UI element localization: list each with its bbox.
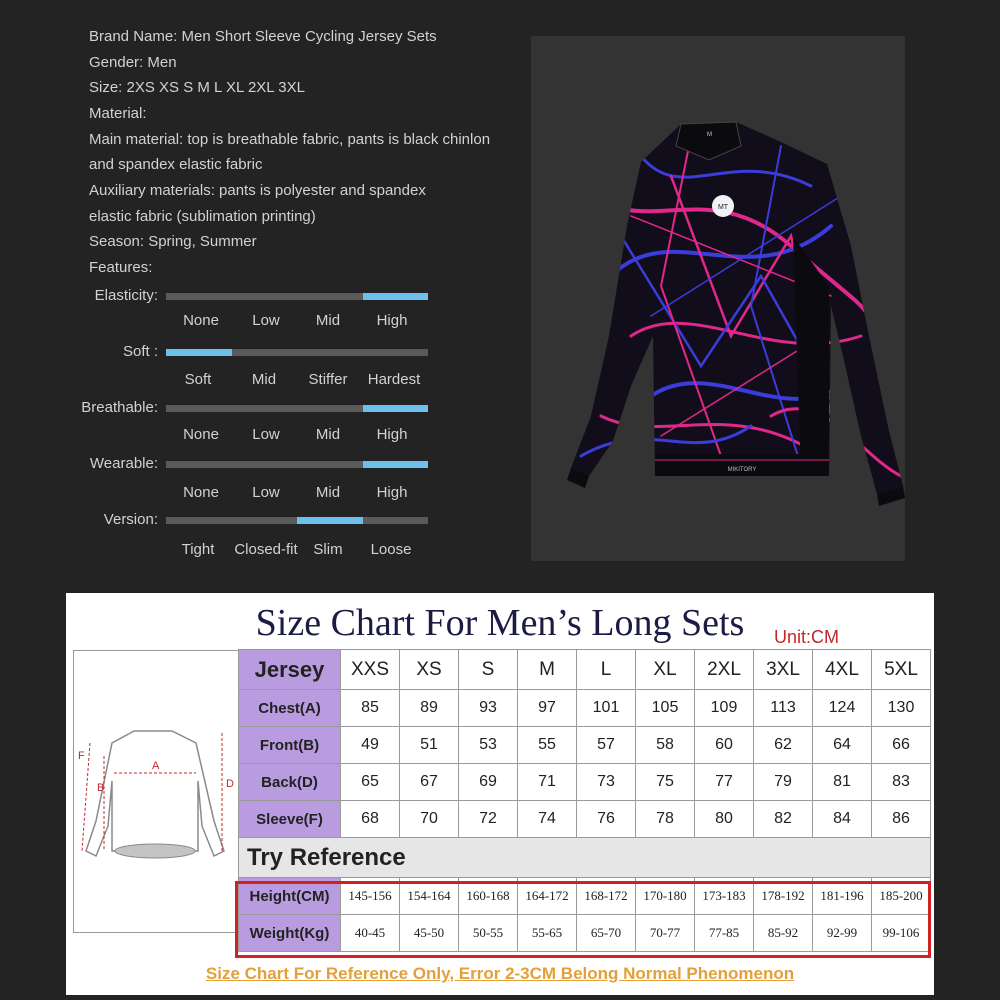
value-cell: 80 (695, 801, 754, 838)
row-label: Weight(Kg) (239, 915, 341, 952)
value-cell: 66 (872, 727, 931, 764)
feature-label: Breathable: (81, 399, 158, 416)
feature-tick: Low (252, 426, 280, 443)
value-cell: 40-45 (341, 915, 400, 952)
value-cell: 93 (459, 690, 518, 727)
value-cell: 185-200 (872, 878, 931, 915)
table-row (239, 801, 931, 838)
value-cell: 74 (518, 801, 577, 838)
size-cell: 2XL (695, 650, 754, 690)
feature-bar-fill (363, 405, 429, 412)
feature-tick: Hardest (367, 371, 421, 388)
feature-label: Wearable: (89, 455, 158, 472)
value-cell: 86 (872, 801, 931, 838)
feature-tick: Closed-fit (234, 541, 298, 558)
feature-tick: Soft (184, 371, 212, 388)
season: Season: Spring, Summer (89, 233, 257, 250)
jersey-outline-diagram (74, 651, 238, 932)
feature-tick: Low (252, 484, 280, 501)
size-cell: XL (636, 650, 695, 690)
jersey-body (571, 122, 903, 494)
value-cell: 178-192 (754, 878, 813, 915)
jersey-photo (531, 36, 905, 561)
size-chart-title: Size Chart For Men’s Long Sets (255, 602, 745, 644)
diagram-letter-d: D (226, 778, 234, 790)
size-cell: M (518, 650, 577, 690)
feature-bar (166, 405, 428, 412)
gender: Gender: Men (89, 54, 177, 71)
value-cell: 62 (754, 727, 813, 764)
value-cell: 84 (813, 801, 872, 838)
unit-label: Unit:CM (774, 627, 840, 647)
value-cell: 170-180 (636, 878, 695, 915)
value-cell: 81 (813, 764, 872, 801)
feature-bar (166, 517, 428, 524)
size-cell: S (459, 650, 518, 690)
jersey-illustration (531, 36, 905, 561)
row-label: Chest(A) (239, 690, 341, 727)
row-label: Sleeve(F) (239, 801, 341, 838)
value-cell: 69 (459, 764, 518, 801)
feature-tick: High (376, 426, 408, 443)
value-cell: 64 (813, 727, 872, 764)
feature-tick: Mid (251, 371, 277, 388)
value-cell: 145-156 (341, 878, 400, 915)
value-cell: 164-172 (518, 878, 577, 915)
value-cell: 85 (341, 690, 400, 727)
feature-tick: High (376, 484, 408, 501)
jersey-outline (86, 731, 224, 856)
size-cell: 5XL (872, 650, 931, 690)
diagram-letter-b: B (97, 782, 105, 794)
table-row (239, 764, 931, 801)
value-cell: 53 (459, 727, 518, 764)
value-cell: 77-85 (695, 915, 754, 952)
value-cell: 83 (872, 764, 931, 801)
diagram-letter-f: F (78, 750, 85, 762)
feature-bar-fill (363, 461, 429, 468)
value-cell: 68 (341, 801, 400, 838)
feature-tick: None (183, 484, 219, 501)
value-cell: 105 (636, 690, 695, 727)
table-row (239, 878, 931, 915)
value-cell: 181-196 (813, 878, 872, 915)
value-cell: 55-65 (518, 915, 577, 952)
row-label: Front(B) (239, 727, 341, 764)
features-heading: Features: (89, 259, 153, 276)
feature-tick: Mid (315, 484, 341, 501)
value-cell: 154-164 (400, 878, 459, 915)
value-cell: 60 (695, 727, 754, 764)
value-cell: 70-77 (636, 915, 695, 952)
feature-tick: None (183, 312, 219, 329)
value-cell: 85-92 (754, 915, 813, 952)
feature-tick: Low (252, 312, 280, 329)
value-cell: 99-106 (872, 915, 931, 952)
feature-tick: Mid (315, 312, 341, 329)
feature-tick: High (376, 312, 408, 329)
size-chart-footnote: Size Chart For Reference Only, Error 2-3CM Belong Normal Phenomenon (205, 964, 795, 983)
feature-tick: Slim (313, 541, 343, 558)
value-cell: 57 (577, 727, 636, 764)
value-cell: 73 (577, 764, 636, 801)
size-chart (66, 593, 934, 995)
aux-material-line2: elastic fabric (sublimation printing) (89, 208, 316, 225)
value-cell: 130 (872, 690, 931, 727)
value-cell: 92-99 (813, 915, 872, 952)
value-cell: 113 (754, 690, 813, 727)
size-cell: 4XL (813, 650, 872, 690)
feature-label: Elasticity: (94, 287, 158, 304)
value-cell: 75 (636, 764, 695, 801)
feature-tick: Tight (181, 541, 215, 558)
feature-label: Version: (103, 511, 158, 528)
hem-shape (115, 844, 195, 858)
size-table (238, 649, 931, 952)
value-cell: 78 (636, 801, 695, 838)
value-cell: 77 (695, 764, 754, 801)
hem-text: MIKITORY (727, 467, 757, 473)
value-cell: 101 (577, 690, 636, 727)
value-cell: 76 (577, 801, 636, 838)
try-reference-row (239, 838, 931, 878)
size-cell: XS (400, 650, 459, 690)
table-row (239, 690, 931, 727)
value-cell: 173-183 (695, 878, 754, 915)
try-reference-heading: Try Reference (239, 838, 931, 878)
value-cell: 49 (341, 727, 400, 764)
feature-bar-fill (166, 349, 232, 356)
table-row (239, 915, 931, 952)
feature-bar-fill (297, 517, 363, 524)
size-cell: XXS (341, 650, 400, 690)
diagram-letter-a: A (152, 760, 160, 772)
value-cell: 65 (341, 764, 400, 801)
brand-name: Brand Name: Men Short Sleeve Cycling Jersey Sets (89, 28, 437, 45)
feature-bar (166, 461, 428, 468)
value-cell: 79 (754, 764, 813, 801)
value-cell: 82 (754, 801, 813, 838)
value-cell: 55 (518, 727, 577, 764)
size-cell: 3XL (754, 650, 813, 690)
logo-text: MT (717, 204, 729, 211)
value-cell: 168-172 (577, 878, 636, 915)
value-cell: 51 (400, 727, 459, 764)
value-cell: 71 (518, 764, 577, 801)
value-cell: 109 (695, 690, 754, 727)
value-cell: 72 (459, 801, 518, 838)
row-label: Back(D) (239, 764, 341, 801)
value-cell: 70 (400, 801, 459, 838)
feature-bar (166, 293, 428, 300)
feature-tick: Stiffer (308, 371, 348, 388)
feature-tick: Loose (370, 541, 412, 558)
value-cell: 65-70 (577, 915, 636, 952)
aux-material-line1: Auxiliary materials: pants is polyester and spandex (89, 182, 426, 199)
feature-label: Soft : (122, 343, 158, 360)
material-heading: Material: (89, 105, 147, 122)
row-label: Height(CM) (239, 878, 341, 915)
main-material-line1: Main material: top is breathable fabric, pants is black chinlon (89, 131, 491, 148)
size-list: Size: 2XS XS S M L XL 2XL 3XL (89, 79, 305, 96)
value-cell: 160-168 (459, 878, 518, 915)
jersey-header: Jersey (239, 650, 341, 690)
feature-bar-fill (363, 293, 429, 300)
main-material-line2: and spandex elastic fabric (89, 156, 263, 173)
size-header-row (239, 650, 931, 690)
collar-label: M (707, 132, 712, 138)
size-cell: L (577, 650, 636, 690)
value-cell: 89 (400, 690, 459, 727)
value-cell: 45-50 (400, 915, 459, 952)
value-cell: 50-55 (459, 915, 518, 952)
value-cell: 97 (518, 690, 577, 727)
value-cell: 67 (400, 764, 459, 801)
value-cell: 124 (813, 690, 872, 727)
measurement-diagram (73, 650, 239, 933)
feature-tick: None (183, 426, 219, 443)
value-cell: 58 (636, 727, 695, 764)
feature-tick: Mid (315, 426, 341, 443)
table-row (239, 727, 931, 764)
feature-bar (166, 349, 428, 356)
